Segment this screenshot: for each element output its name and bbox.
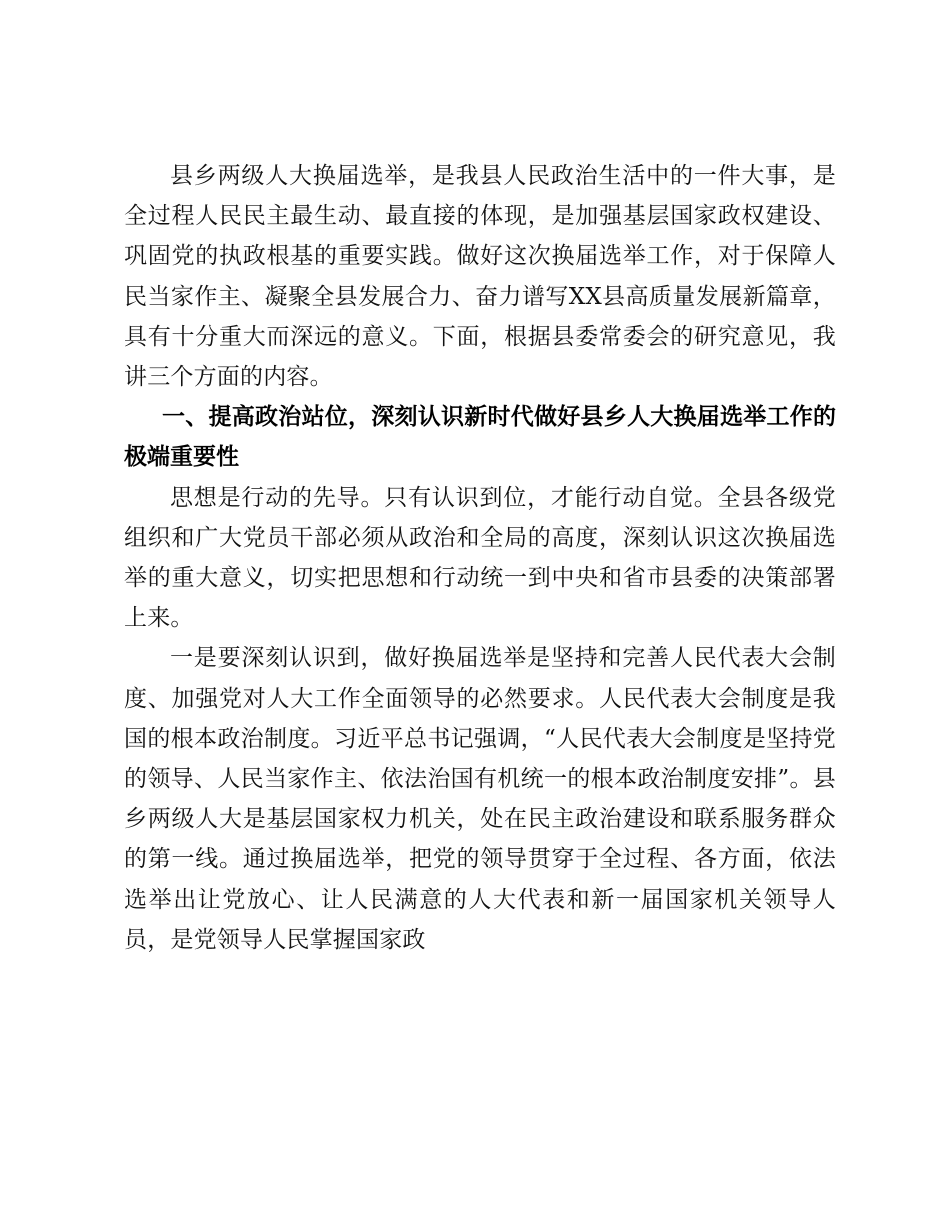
document-body xyxy=(124,156,836,960)
section1-paragraph-2: 一是要深刻认识到，做好换届选举是坚持和完善人民代表大会制度、加强党对人大工作全面领导的必然要求。人民代表大会制度是我国的根本政治制度。习近平总书记强调，“人民代表大会制度是坚持党的领导、人民当家作主、依法治国有机统一的根本政治制度安排”。县乡两级人大是基层国家权力机关，处在民主政治建设和联系服务群众的第一线。通过换届选举，把党的领导贯穿于全过程、各方面，依法选举出让党放心、让人民满意的人大代表和新一届国家机关领导人员，是党领导人民掌握国家政 xyxy=(124,645,836,953)
intro-paragraph: 县乡两级人大换届选举，是我县人民政治生活中的一件大事，是全过程人民民主最生动、最直接的体现，是加强基层国家政权建设、巩固党的执政根基的重要实践。做好这次换届选举工作，对于保障人民当家作主、凝聚全县发展合力、奋力谱写XX县高质量发展新篇章，具有十分重大而深远的意义。下面，根据县委常委会的研究意见，我讲三个方面的内容。 xyxy=(124,163,836,391)
section-heading-1: 一、提高政治站位，深刻认识新时代做好县乡人大换届选举工作的极端重要性 xyxy=(124,404,836,471)
section1-paragraph-1: 思想是行动的先导。只有认识到位，才能行动自觉。全县各级党组织和广大党员干部必须从政治和全局的高度，深刻认识这次换届选举的重大意义，切实把思想和行动统一到中央和省市县委的决策部署上来。 xyxy=(124,484,836,632)
